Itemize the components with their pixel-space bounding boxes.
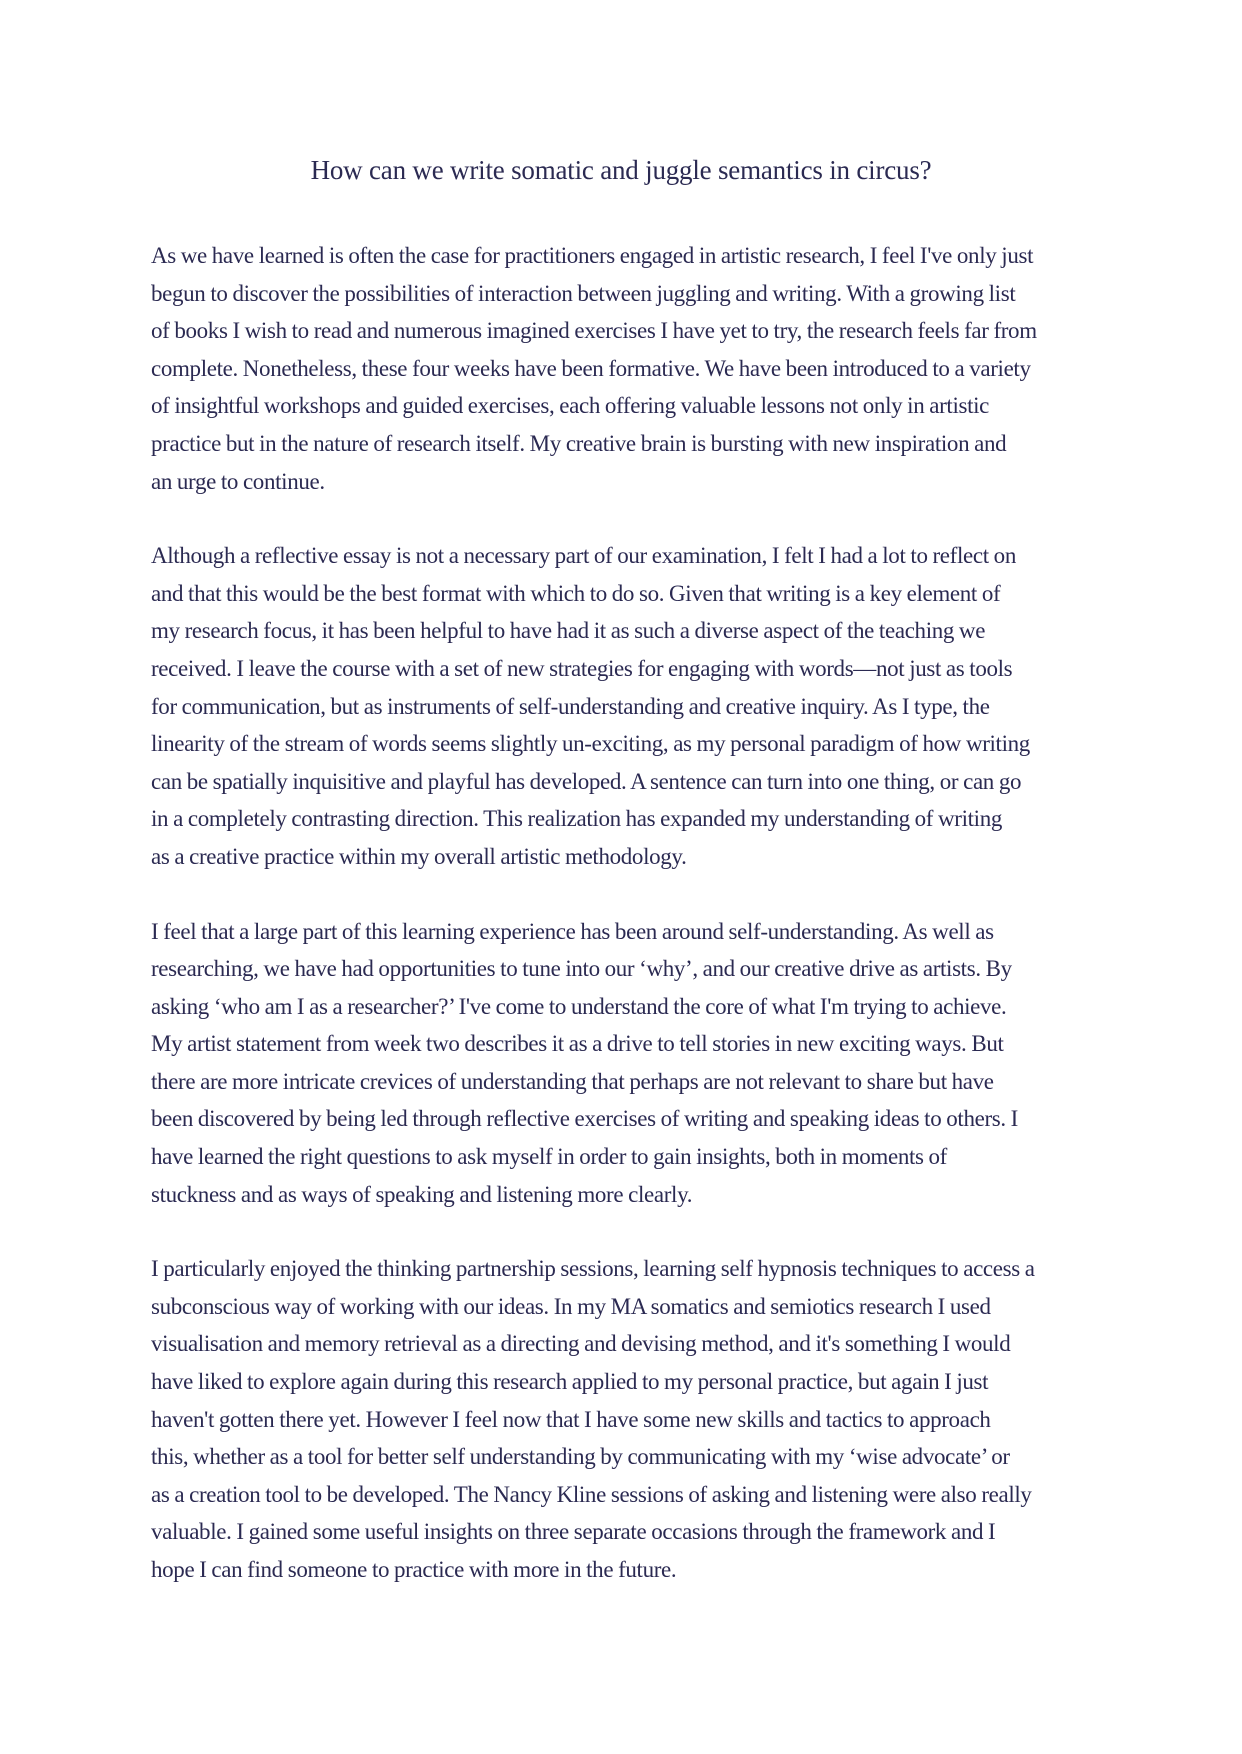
text-line: of insightful workshops and guided exercises, each offering valuable lessons not only in artistic [151,393,990,419]
text-line: for communication, but as instruments of self-understanding and creative inquiry. As I type, the [151,693,990,719]
text-line: this, whether as a tool for better self understanding by communicating with my ‘wise advocate’ or [151,1444,1010,1470]
text-line: an urge to continue. [151,468,325,494]
text-line: there are more intricate crevices of understanding that perhaps are not relevant to share but have [151,1068,994,1094]
document-title: How can we write somatic and juggle semantics in circus? [310,155,932,185]
text-line: been discovered by being led through reflective exercises of writing and speaking ideas to others. I [151,1106,1018,1132]
text-line: have learned the right questions to ask myself in order to gain insights, both in moments of [151,1144,947,1170]
text-line: I particularly enjoyed the thinking partnership sessions, learning self hypnosis techniques to access a [151,1256,1035,1282]
text-line: valuable. I gained some useful insights on three separate occasions through the framework and I [151,1519,996,1545]
paragraph-1 [151,237,1111,500]
paragraph-4 [151,1250,1111,1588]
document-body [151,237,1111,1626]
text-line: my research focus, it has been helpful to have had it as such a diverse aspect of the teaching we [151,618,986,644]
text-line: As we have learned is often the case for practitioners engaged in artistic research, I feel I've only just [151,243,1034,268]
text-line: haven't gotten there yet. However I feel now that I have some new skills and tactics to approach [151,1406,991,1432]
text-line: asking ‘who am I as a researcher?’ I've come to understand the core of what I'm trying to achieve. [151,993,1007,1019]
text-line: of books I wish to read and numerous imagined exercises I have yet to try, the research feels far from [151,318,1037,344]
text-line: practice but in the nature of research itself. My creative brain is bursting with new inspiration and [151,430,1007,456]
text-line: as a creative practice within my overall artistic methodology. [151,843,687,869]
paragraph-3 [151,913,1111,1214]
text-line: I feel that a large part of this learning experience has been around self-understanding. As well as [151,918,994,944]
text-line: in a completely contrasting direction. This realization has expanded my understanding of writing [151,806,1002,832]
text-line: hope I can find someone to practice with more in the future. [151,1557,677,1582]
text-line: complete. Nonetheless, these four weeks have been formative. We have been introduced to a variety [151,355,1031,381]
paragraph-2 [151,537,1111,875]
text-line: as a creation tool to be developed. The Nancy Kline sessions of asking and listening were also really [151,1481,1032,1507]
text-line: subconscious way of working with our ideas. In my MA somatics and semiotics research I used [151,1293,991,1319]
text-line: begun to discover the possibilities of interaction between juggling and writing. With a growing list [151,280,1016,306]
text-line: My artist statement from week two describes it as a drive to tell stories in new exciting ways. But [151,1031,1004,1057]
text-line: can be spatially inquisitive and playful has developed. A sentence can turn into one thing, or can go [151,768,1022,794]
text-line: stuckness and as ways of speaking and listening more clearly. [151,1181,693,1207]
text-line: Although a reflective essay is not a necessary part of our examination, I felt I had a lot to reflect on [151,543,1016,569]
text-line: researching, we have had opportunities to tune into our ‘why’, and our creative drive as artists. By [151,956,1012,982]
text-line: linearity of the stream of words seems slightly un-exciting, as my personal paradigm of how writing [151,731,1030,757]
text-line: have liked to explore again during this research applied to my personal practice, but again I just [151,1369,989,1395]
text-line: and that this would be the best format with which to do so. Given that writing is a key element of [151,580,1001,606]
text-line: visualisation and memory retrieval as a directing and devising method, and it's something I would [151,1331,1011,1357]
text-line: received. I leave the course with a set of new strategies for engaging with words—not just as tools [151,655,1013,681]
